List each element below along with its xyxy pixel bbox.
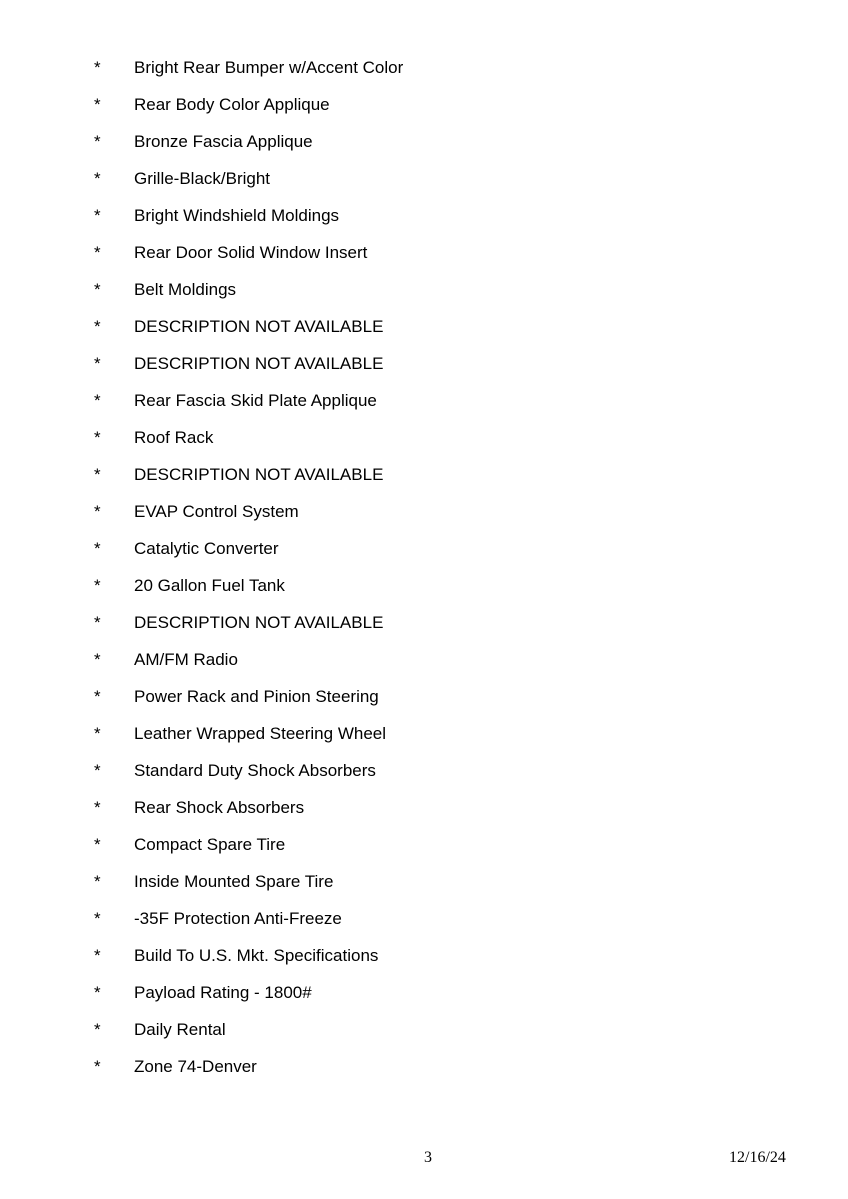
bullet-marker: *: [94, 909, 101, 928]
list-item: [0, 316, 848, 353]
list-item: [0, 723, 848, 760]
list-item: [0, 908, 848, 945]
list-item: [0, 982, 848, 1019]
list-item: [0, 834, 848, 871]
feature-label: Zone 74-Denver: [134, 1057, 257, 1076]
bullet-marker: *: [94, 576, 101, 595]
feature-label: Standard Duty Shock Absorbers: [134, 761, 376, 780]
list-item: [0, 612, 848, 649]
bullet-marker: *: [94, 428, 101, 447]
list-item: [0, 797, 848, 834]
feature-label: Payload Rating - 1800#: [134, 983, 312, 1002]
page-number: 3: [424, 1149, 432, 1166]
bullet-marker: *: [94, 206, 101, 225]
list-item: [0, 871, 848, 908]
bullet-marker: *: [94, 724, 101, 743]
feature-list: [0, 57, 848, 1093]
list-item: [0, 1019, 848, 1056]
bullet-marker: *: [94, 317, 101, 336]
list-item: [0, 686, 848, 723]
feature-label: Rear Door Solid Window Insert: [134, 243, 368, 262]
feature-label: Belt Moldings: [134, 280, 237, 299]
feature-label: Catalytic Converter: [134, 539, 279, 558]
feature-label: Build To U.S. Mkt. Specifications: [134, 946, 379, 965]
list-item: [0, 131, 848, 168]
feature-label: Rear Fascia Skid Plate Applique: [134, 391, 377, 410]
bullet-marker: *: [94, 465, 101, 484]
list-item: [0, 649, 848, 686]
list-item: [0, 760, 848, 797]
list-item: [0, 501, 848, 538]
feature-label: EVAP Control System: [134, 502, 299, 521]
feature-label: Inside Mounted Spare Tire: [134, 872, 334, 891]
bullet-marker: *: [94, 983, 101, 1002]
bullet-marker: *: [94, 391, 101, 410]
feature-label: Bright Windshield Moldings: [134, 206, 340, 225]
footer-date: 12/16/24: [729, 1149, 786, 1166]
feature-label: DESCRIPTION NOT AVAILABLE: [134, 317, 384, 336]
bullet-marker: *: [94, 58, 101, 77]
bullet-marker: *: [94, 946, 101, 965]
list-item: [0, 945, 848, 982]
bullet-marker: *: [94, 280, 101, 299]
feature-label: DESCRIPTION NOT AVAILABLE: [134, 613, 384, 632]
bullet-marker: *: [94, 169, 101, 188]
bullet-marker: *: [94, 132, 101, 151]
list-item: [0, 94, 848, 131]
feature-label: Grille-Black/Bright: [134, 169, 271, 188]
list-item: [0, 205, 848, 242]
feature-label: Roof Rack: [134, 428, 214, 447]
list-item: [0, 464, 848, 501]
bullet-marker: *: [94, 502, 101, 521]
bullet-marker: *: [94, 1020, 101, 1039]
feature-label: DESCRIPTION NOT AVAILABLE: [134, 354, 384, 373]
list-item: [0, 390, 848, 427]
feature-label: -35F Protection Anti-Freeze: [134, 909, 342, 928]
bullet-marker: *: [94, 613, 101, 632]
feature-label: Rear Shock Absorbers: [134, 798, 305, 817]
feature-label: Compact Spare Tire: [134, 835, 286, 854]
bullet-marker: *: [94, 761, 101, 780]
list-item: [0, 57, 848, 94]
bullet-marker: *: [94, 243, 101, 262]
feature-label: 20 Gallon Fuel Tank: [134, 576, 285, 595]
list-item: [0, 242, 848, 279]
list-item: [0, 168, 848, 205]
list-item: [0, 538, 848, 575]
feature-label: Rear Body Color Applique: [134, 95, 330, 114]
list-item: [0, 353, 848, 390]
bullet-marker: *: [94, 650, 101, 669]
list-item: [0, 1056, 848, 1093]
feature-label: AM/FM Radio: [134, 650, 238, 669]
bullet-marker: *: [94, 687, 101, 706]
bullet-marker: *: [94, 798, 101, 817]
bullet-marker: *: [94, 835, 101, 854]
feature-label: Leather Wrapped Steering Wheel: [134, 724, 387, 743]
bullet-marker: *: [94, 539, 101, 558]
list-item: [0, 279, 848, 316]
feature-label: Daily Rental: [134, 1020, 226, 1039]
feature-label: Power Rack and Pinion Steering: [134, 687, 379, 706]
list-item: [0, 427, 848, 464]
bullet-marker: *: [94, 354, 101, 373]
feature-label: Bright Rear Bumper w/Accent Color: [134, 58, 404, 77]
feature-label: DESCRIPTION NOT AVAILABLE: [134, 465, 384, 484]
list-item: [0, 575, 848, 612]
feature-label: Bronze Fascia Applique: [134, 132, 313, 151]
bullet-marker: *: [94, 95, 101, 114]
bullet-marker: *: [94, 872, 101, 891]
bullet-marker: *: [94, 1057, 101, 1076]
